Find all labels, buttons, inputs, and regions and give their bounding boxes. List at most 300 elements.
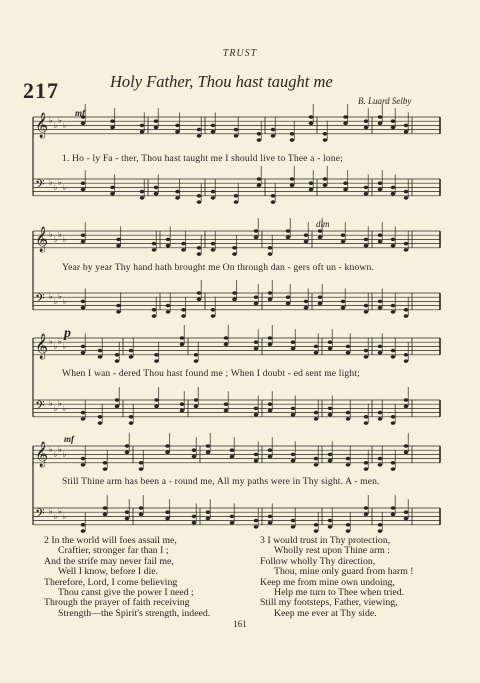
note-head <box>81 181 86 185</box>
note-head <box>230 455 235 459</box>
flat-icon: ♭ <box>49 507 53 516</box>
note-head <box>364 415 369 419</box>
dynamic-mf-2: mf <box>64 434 74 444</box>
note-head <box>103 461 108 465</box>
note-head <box>254 525 259 529</box>
flat-icon: ♭ <box>53 342 58 351</box>
note-head <box>314 463 319 467</box>
note-head <box>232 291 237 295</box>
note-head <box>341 233 346 237</box>
note-head <box>175 124 180 128</box>
note-head <box>378 345 383 349</box>
note-head <box>378 351 383 355</box>
note-head <box>404 405 409 409</box>
note-head <box>110 192 115 196</box>
note-head <box>197 252 202 256</box>
note-head <box>378 463 383 467</box>
note-head <box>378 529 383 533</box>
note-head <box>211 242 216 246</box>
note-head <box>254 453 259 457</box>
note-head <box>197 298 202 302</box>
note-head <box>165 444 170 448</box>
note-head <box>291 340 296 344</box>
note-head <box>314 411 319 415</box>
note-head <box>110 119 115 123</box>
note-head <box>304 233 309 237</box>
note-head <box>286 236 291 240</box>
note-head <box>404 359 409 363</box>
note-head <box>206 517 211 521</box>
note-head <box>328 340 333 344</box>
note-head <box>346 523 351 527</box>
note-head <box>234 134 239 138</box>
note-head <box>110 126 115 130</box>
note-head <box>318 229 323 233</box>
note-head <box>404 398 409 402</box>
flat-icon: ♭ <box>53 297 58 306</box>
note-head <box>391 310 396 314</box>
note-head <box>314 345 319 349</box>
note-head <box>404 130 409 134</box>
note-head <box>116 238 121 242</box>
flat-icon: ♭ <box>62 183 67 192</box>
note-head <box>81 306 86 310</box>
note-head <box>165 517 170 521</box>
note-head <box>81 457 86 461</box>
note-head <box>181 248 186 252</box>
note-head <box>268 448 273 452</box>
note-head <box>197 200 202 204</box>
note-head <box>115 405 120 409</box>
note-head <box>230 521 235 525</box>
verse-2: 2 In the world will foes assail me, Craftier, stronger far than I ; And the strife may never fail me, Well I know, before I die. Therefore, Lord, I come believing Thou canst give the power I need ; Through the prayer of faith receiving Strength—the Spirit's strength, indeed. <box>44 535 211 619</box>
note-head <box>404 242 409 246</box>
note-head <box>81 411 86 415</box>
note-head <box>254 519 259 523</box>
flat-icon: ♭ <box>53 183 58 192</box>
bass-clef-icon: 𝄢 <box>35 291 45 309</box>
note-head <box>290 138 295 142</box>
flat-icon: ♭ <box>62 342 67 351</box>
note-head <box>378 181 383 185</box>
page-number: 161 <box>233 619 247 629</box>
note-head <box>290 177 295 181</box>
note-head <box>254 302 259 306</box>
note-head <box>180 336 185 340</box>
note-head <box>391 421 396 425</box>
flat-icon: ♭ <box>53 121 58 130</box>
note-head <box>271 134 276 138</box>
flat-icon: ♭ <box>49 116 53 125</box>
note-head <box>309 188 314 192</box>
dynamic-mf-1: mf <box>75 108 85 118</box>
note-head <box>378 306 383 310</box>
note-head <box>291 453 296 457</box>
flat-icon: ♭ <box>62 404 67 413</box>
note-head <box>211 190 216 194</box>
note-head <box>81 300 86 304</box>
note-head <box>224 336 229 340</box>
flat-icon: ♭ <box>49 178 53 187</box>
note-head <box>166 304 171 308</box>
note-head <box>234 194 239 198</box>
note-head <box>364 421 369 425</box>
note-head <box>140 130 145 134</box>
note-head <box>268 409 273 413</box>
note-head <box>181 308 186 312</box>
flat-icon: ♭ <box>62 297 67 306</box>
note-head <box>364 126 369 130</box>
note-head <box>152 308 157 312</box>
note-head <box>323 184 328 188</box>
note-head <box>271 194 276 198</box>
note-head <box>364 506 369 510</box>
note-head <box>98 349 103 353</box>
note-head <box>341 306 346 310</box>
note-head <box>346 463 351 467</box>
note-head <box>154 353 159 357</box>
note-head <box>314 529 319 533</box>
note-head <box>343 122 348 126</box>
flat-icon: ♭ <box>58 230 62 239</box>
note-head <box>194 353 199 357</box>
dynamic-p: p <box>64 326 71 341</box>
note-head <box>129 415 134 419</box>
note-head <box>391 186 396 190</box>
note-head <box>129 355 134 359</box>
note-head <box>268 246 273 250</box>
note-head <box>378 411 383 415</box>
note-head <box>314 457 319 461</box>
flat-icon: ♭ <box>49 230 53 239</box>
note-head <box>391 349 396 353</box>
note-head <box>304 306 309 310</box>
note-head <box>268 291 273 295</box>
note-head <box>391 461 396 465</box>
note-head <box>197 291 202 295</box>
note-head <box>391 506 396 510</box>
note-head <box>328 525 333 529</box>
note-head <box>181 242 186 246</box>
note-head <box>206 451 211 455</box>
note-head <box>364 513 369 517</box>
note-head <box>152 248 157 252</box>
note-head <box>180 409 185 413</box>
note-head <box>139 467 144 471</box>
note-head <box>254 407 259 411</box>
note-head <box>346 417 351 421</box>
note-head <box>304 240 309 244</box>
note-head <box>197 246 202 250</box>
note-head <box>116 310 121 314</box>
note-head <box>154 405 159 409</box>
note-head <box>364 304 369 308</box>
note-head <box>391 244 396 248</box>
note-head <box>139 506 144 510</box>
note-head <box>343 181 348 185</box>
note-head <box>81 523 86 527</box>
note-head <box>125 444 130 448</box>
note-head <box>346 351 351 355</box>
flat-icon: ♭ <box>58 178 62 187</box>
flat-icon: ♭ <box>62 121 67 130</box>
note-head <box>211 196 216 200</box>
note-head <box>194 398 199 402</box>
flat-icon: ♭ <box>49 337 53 346</box>
hymn-title: Holy Father, Thou hast taught me <box>110 72 333 91</box>
note-head <box>98 355 103 359</box>
note-head <box>180 343 185 347</box>
treble-clef-icon: 𝄞 <box>35 227 49 252</box>
flat-icon: ♭ <box>49 399 53 408</box>
note-head <box>194 359 199 363</box>
note-head <box>110 186 115 190</box>
note-head <box>175 130 180 134</box>
note-head <box>271 128 276 132</box>
note-head <box>404 510 409 514</box>
note-head <box>125 517 130 521</box>
note-head <box>125 510 130 514</box>
note-head <box>364 355 369 359</box>
note-head <box>194 405 199 409</box>
verse-3-number: 3 <box>260 535 265 546</box>
flat-icon: ♭ <box>53 235 58 244</box>
note-head <box>378 240 383 244</box>
note-head <box>291 525 296 529</box>
note-head <box>404 451 409 455</box>
note-head <box>364 244 369 248</box>
note-head <box>378 233 383 237</box>
note-head <box>404 124 409 128</box>
note-head <box>404 308 409 312</box>
note-head <box>103 513 108 517</box>
note-head <box>391 126 396 130</box>
note-head <box>404 444 409 448</box>
flat-icon: ♭ <box>62 235 67 244</box>
note-head <box>154 119 159 123</box>
note-head <box>103 506 108 510</box>
note-head <box>254 413 259 417</box>
note-head <box>175 196 180 200</box>
note-head <box>81 351 86 355</box>
note-head <box>175 190 180 194</box>
note-head <box>364 310 369 314</box>
note-head <box>378 188 383 192</box>
note-head <box>343 115 348 119</box>
note-head <box>254 459 259 463</box>
note-head <box>230 448 235 452</box>
note-head <box>268 252 273 256</box>
note-head <box>391 192 396 196</box>
note-head <box>81 463 86 467</box>
hymn-number: 217 <box>23 78 59 103</box>
note-head <box>192 455 197 459</box>
note-head <box>378 523 383 527</box>
note-head <box>115 353 120 357</box>
note-head <box>364 186 369 190</box>
note-head <box>257 132 262 136</box>
note-head <box>192 521 197 525</box>
note-head <box>116 304 121 308</box>
note-head <box>404 314 409 318</box>
dynamic-dim: dim <box>316 219 330 229</box>
note-head <box>328 519 333 523</box>
note-head <box>232 246 237 250</box>
note-head <box>232 252 237 256</box>
note-head <box>81 345 86 349</box>
note-head <box>254 340 259 344</box>
note-head <box>116 244 121 248</box>
flat-icon: ♭ <box>49 292 53 301</box>
note-head <box>341 240 346 244</box>
note-head <box>154 398 159 402</box>
note-head <box>391 304 396 308</box>
note-head <box>391 238 396 242</box>
note-head <box>115 398 120 402</box>
note-head <box>81 122 86 126</box>
note-head <box>314 417 319 421</box>
note-head <box>257 177 262 181</box>
note-head <box>323 177 328 181</box>
note-head <box>271 200 276 204</box>
note-head <box>81 233 86 237</box>
note-head <box>211 308 216 312</box>
lyric-line-1: 1. Ho - ly Fa - ther, Thou hast taught me I should live to Thee a - lone; <box>62 153 343 164</box>
note-head <box>364 461 369 465</box>
note-head <box>346 529 351 533</box>
note-head <box>268 402 273 406</box>
note-head <box>165 451 170 455</box>
note-head <box>291 347 296 351</box>
note-head <box>286 229 291 233</box>
note-head <box>140 124 145 128</box>
note-head <box>318 236 323 240</box>
note-head <box>391 513 396 517</box>
note-head <box>181 314 186 318</box>
note-head <box>391 415 396 419</box>
note-head <box>211 124 216 128</box>
note-head <box>314 523 319 527</box>
note-head <box>206 444 211 448</box>
note-head <box>290 184 295 188</box>
note-head <box>268 336 273 340</box>
note-head <box>291 519 296 523</box>
note-head <box>166 238 171 242</box>
note-head <box>286 295 291 299</box>
verse-2-number: 2 <box>44 535 49 546</box>
note-head <box>290 132 295 136</box>
note-head <box>81 417 86 421</box>
flat-icon: ♭ <box>49 445 53 454</box>
note-head <box>165 510 170 514</box>
note-head <box>309 181 314 185</box>
lyric-line-2: Year by year Thy hand hath brought me On through dan - gers oft un - known. <box>62 262 374 273</box>
note-head <box>257 184 262 188</box>
note-head <box>346 345 351 349</box>
note-head <box>139 513 144 517</box>
note-head <box>378 300 383 304</box>
note-head <box>404 190 409 194</box>
note-head <box>346 411 351 415</box>
flat-icon: ♭ <box>58 445 62 454</box>
note-head <box>232 298 237 302</box>
lyric-line-3: When I wan - dered Thou hast found me ; When I doubt - ed sent me light; <box>62 368 360 379</box>
note-head <box>391 119 396 123</box>
note-head <box>224 402 229 406</box>
note-head <box>341 300 346 304</box>
note-head <box>103 467 108 471</box>
section-heading: TRUST <box>222 48 258 59</box>
note-head <box>197 194 202 198</box>
note-head <box>98 421 103 425</box>
note-head <box>318 302 323 306</box>
note-head <box>254 236 259 240</box>
flat-icon: ♭ <box>58 507 62 516</box>
note-head <box>224 409 229 413</box>
note-head <box>343 188 348 192</box>
note-head <box>328 407 333 411</box>
note-head <box>404 196 409 200</box>
note-head <box>192 448 197 452</box>
note-head <box>328 347 333 351</box>
note-head <box>268 343 273 347</box>
verse-3: 3 I would trust in Thy protection, Wholly rest upon Thine arm : Follow wholly Thy direction, Thou, mine only guard from harm ! Keep me from mine own undoing, Help me turn to Thee when tried. Still my footsteps, Father, viewing, Keep me ever at Thy side. <box>260 535 414 619</box>
note-head <box>234 128 239 132</box>
note-head <box>206 510 211 514</box>
note-head <box>364 192 369 196</box>
treble-clef-icon: 𝄞 <box>35 334 49 359</box>
flat-icon: ♭ <box>58 399 62 408</box>
note-head <box>364 238 369 242</box>
flat-icon: ♭ <box>53 404 58 413</box>
note-head <box>286 302 291 306</box>
composer-credit: B. Luard Selby <box>358 96 412 106</box>
treble-clef-icon: 𝄞 <box>35 113 49 138</box>
flat-icon: ♭ <box>58 116 62 125</box>
note-head <box>364 119 369 123</box>
note-head <box>328 459 333 463</box>
bass-clef-icon: 𝄢 <box>35 506 45 524</box>
note-head <box>323 138 328 142</box>
note-head <box>81 529 86 533</box>
flat-icon: ♭ <box>53 512 58 521</box>
note-head <box>254 229 259 233</box>
note-head <box>291 407 296 411</box>
note-head <box>154 192 159 196</box>
note-head <box>192 515 197 519</box>
note-head <box>139 461 144 465</box>
note-head <box>328 413 333 417</box>
note-head <box>154 186 159 190</box>
lyric-line-4: Still Thine arm has been a - round me, All my paths were in Thy sight. A - men. <box>62 476 380 487</box>
note-head <box>268 521 273 525</box>
note-head <box>197 128 202 132</box>
note-head <box>378 457 383 461</box>
note-head <box>378 122 383 126</box>
note-head <box>81 240 86 244</box>
bass-clef-icon: 𝄢 <box>35 177 45 195</box>
note-head <box>152 314 157 318</box>
note-head <box>318 295 323 299</box>
note-head <box>404 353 409 357</box>
note-head <box>257 138 262 142</box>
note-head <box>291 413 296 417</box>
note-head <box>166 244 171 248</box>
note-head <box>154 126 159 130</box>
note-head <box>154 359 159 363</box>
note-head <box>268 515 273 519</box>
note-head <box>152 242 157 246</box>
